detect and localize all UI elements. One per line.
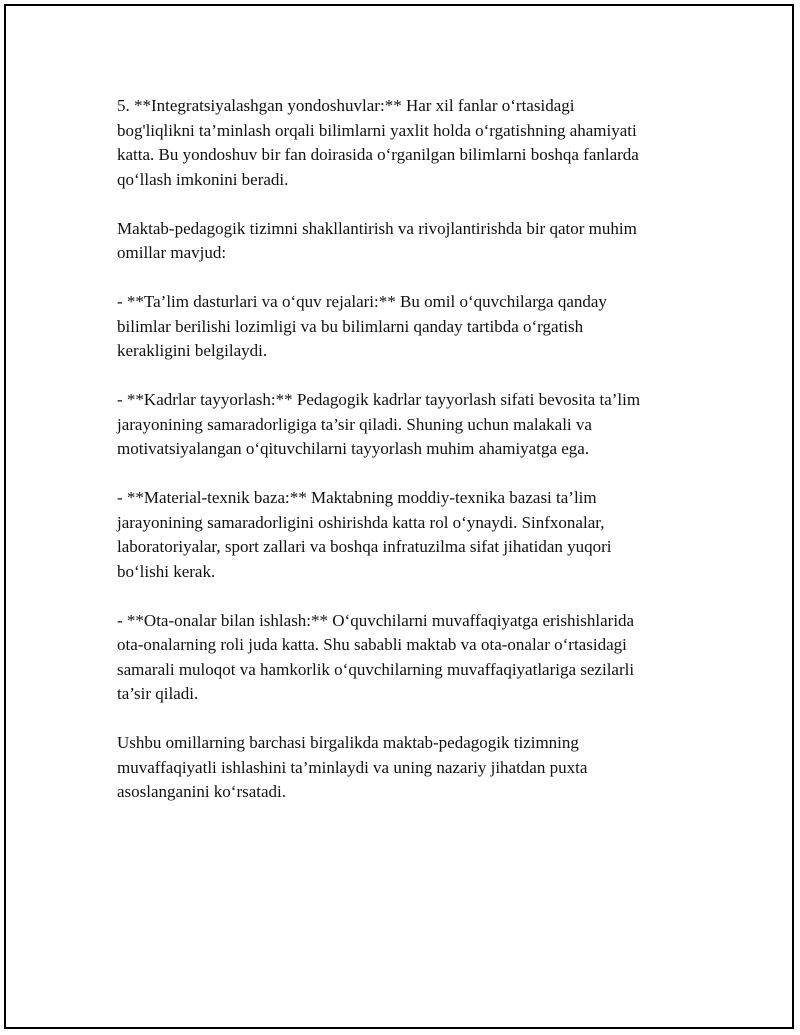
paragraph-curriculum: - **Ta’lim dasturlari va o‘quv rejalari:** Bu omil o‘quvchilarga qanday bilimlar berilishi lozimligi va bu bilimlarni qanday tartibda o‘rgatish kerakligini belgilaydi. [117,292,607,360]
document-body [117,94,697,829]
paragraph-parents: - **Ota-onalar bilan ishlash:** O‘quvchilarni muvaffaqiyatga erishishlarida ota-onalarning roli juda katta. Shu sababli maktab va ota-onalar o‘rtasidagi samarali muloqot va hamkorlik o‘quvchilarning muvaffaqiyatlariga sezilarli ta’sir qiladi. [117,610,635,703]
paragraph-staff-training: - **Kadrlar tayyorlash:** Pedagogik kadrlar tayyorlash sifati bevosita ta’lim jarayonining samaradorligiga ta’sir qiladi. Shuning uchun malakali va motivatsiyalangan o‘qituvchilarni tayyorlash muhim ahamiyatga ega. [117,390,641,458]
paragraph-conclusion: Ushbu omillarning barchasi birgalikda maktab-pedagogik tizimning muvaffaqiyatli ishlashini ta’minlaydi va uning nazariy jihatdan puxta asoslanganini ko‘rsatadi. [117,733,588,801]
paragraph-material-base: - **Material-texnik baza:** Maktabning moddiy-texnika bazasi ta’lim jarayonining samaradorligini oshirishda katta rol o‘ynaydi. Sinfxonalar, laboratoriyalar, sport zallari va boshqa infratuzilma sifat jihatidan yuqori bo‘lishi kerak. [117,488,612,581]
paragraph-integration-approach: 5. **Integratsiyalashgan yondoshuvlar:** Har xil fanlar o‘rtasidagi bog'liqlikni ta’minlash orqali bilimlarni yaxlit holda o‘rgatishning ahamiyati katta. Bu yondoshuv bir fan doirasida o‘rganilgan bilimlarni boshqa fanlarda qo‘llash imkonini beradi. [117,96,639,189]
paragraph-factors-intro: Maktab-pedagogik tizimni shakllantirish va rivojlantirishda bir qator muhim omillar mavjud: [117,218,637,262]
